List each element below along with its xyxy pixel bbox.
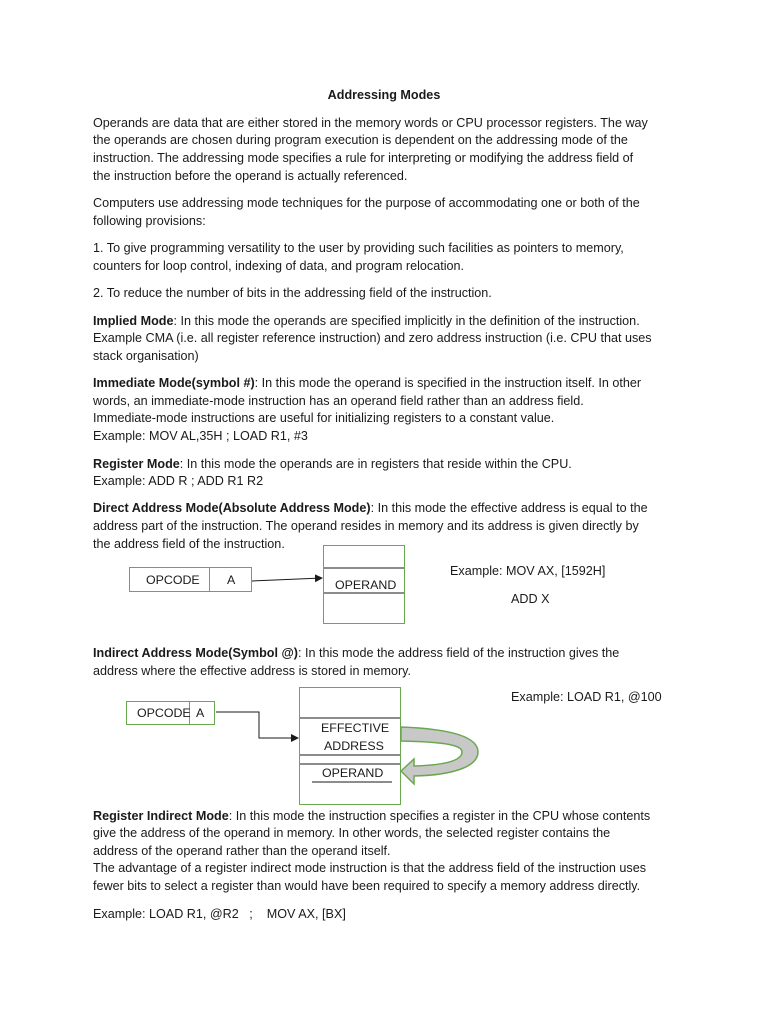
direct-mode-heading: Direct Address Mode(Absolute Address Mode)	[93, 501, 371, 515]
indirect-curved-arrow	[401, 727, 478, 784]
indirect-pointer-arrow	[216, 712, 298, 738]
immediate-mode-heading: Immediate Mode(symbol #)	[93, 376, 255, 390]
indirect-example: Example: LOAD R1, @100	[511, 690, 662, 704]
direct-mode-line: address part of the instruction. The operand resides in memory and its address is given directly by	[93, 519, 639, 533]
indirect-mode-line: address where the effective address is stored in memory.	[93, 664, 412, 678]
direct-mode-paragraph: Direct Address Mode(Absolute Address Mode): In this mode the effective address is equal to the	[93, 501, 648, 515]
register-indirect-paragraph: Register Indirect Mode: In this mode the instruction specifies a register in the CPU whose contents	[93, 809, 651, 823]
provisions-line: Computers use addressing mode techniques for the purpose of accommodating one or both of the	[93, 196, 640, 210]
implied-mode-heading: Implied Mode	[93, 314, 174, 328]
register-indirect-line: fewer bits to select a register than would have been required to specify a memory address directly.	[93, 879, 641, 893]
effective-address-label-2: ADDRESS	[324, 739, 384, 753]
direct-address-label: A	[227, 573, 236, 587]
indirect-address-label: A	[196, 706, 205, 720]
page-title: Addressing Modes	[327, 88, 441, 102]
indirect-mode-heading: Indirect Address Mode(Symbol @)	[93, 646, 298, 660]
direct-instruction-divider	[209, 567, 211, 592]
register-indirect-line: address of the operand rather than the operand itself.	[93, 844, 391, 858]
point-1-line: 1. To give programming versatility to the user by providing such facilities as pointers to memory,	[93, 241, 624, 255]
register-indirect-heading: Register Indirect Mode	[93, 809, 229, 823]
immediate-mode-example: Example: MOV AL,35H ; LOAD R1, #3	[93, 429, 308, 443]
register-indirect-example: Example: LOAD R1, @R2 ; MOV AX, [BX]	[93, 907, 346, 921]
direct-example-1: Example: MOV AX, [1592H]	[450, 564, 606, 578]
immediate-mode-line: Immediate-mode instructions are useful for initializing registers to a constant value.	[93, 411, 555, 425]
intro-line: the instruction before the operand is actually referenced.	[93, 169, 408, 183]
implied-mode-line: stack organisation)	[93, 349, 199, 363]
direct-operand-label: OPERAND	[335, 578, 397, 592]
indirect-mode-paragraph: Indirect Address Mode(Symbol @): In this mode the address field of the instruction gives the	[93, 646, 620, 660]
direct-pointer-arrow	[252, 578, 322, 581]
immediate-mode-line: words, an immediate-mode instruction has an operand field rather than an address field.	[93, 394, 584, 408]
implied-mode-line: Example CMA (i.e. all register reference instruction) and zero address instruction (i.e. CPU that uses	[93, 331, 652, 345]
immediate-mode-paragraph: Immediate Mode(symbol #): In this mode the operand is specified in the instruction itself. In other	[93, 376, 642, 390]
point-2: 2. To reduce the number of bits in the addressing field of the instruction.	[93, 286, 492, 300]
implied-mode-paragraph: Implied Mode: In this mode the operands are specified implicitly in the definition of the instruction.	[93, 314, 640, 328]
register-mode-heading: Register Mode	[93, 457, 180, 471]
register-indirect-line: give the address of the operand in memory. In other words, the selected register contains the	[93, 826, 611, 840]
register-indirect-line: The advantage of a register indirect mode instruction is that the address field of the instruction uses	[93, 861, 647, 875]
intro-line: Operands are data that are either stored in the memory words or CPU processor registers. The way	[93, 116, 648, 130]
intro-line: instruction. The addressing mode specifies a rule for interpreting or modifying the address field of	[93, 151, 634, 165]
direct-opcode-label: OPCODE	[146, 573, 200, 587]
intro-line: the operands are chosen during program execution is dependent on the addressing mode of the	[93, 133, 628, 147]
provisions-line: following provisions:	[93, 214, 206, 228]
direct-mode-line: the address field of the instruction.	[93, 537, 285, 551]
indirect-operand-label: OPERAND	[322, 766, 384, 780]
indirect-opcode-label: OPCODE	[137, 706, 191, 720]
register-mode-paragraph: Register Mode: In this mode the operands are in registers that reside within the CPU.	[93, 457, 572, 471]
direct-example-2: ADD X	[511, 592, 550, 606]
effective-address-label-1: EFFECTIVE	[321, 721, 390, 735]
register-mode-example: Example: ADD R ; ADD R1 R2	[93, 474, 264, 488]
point-1-line: counters for loop control, indexing of data, and program relocation.	[93, 259, 465, 273]
